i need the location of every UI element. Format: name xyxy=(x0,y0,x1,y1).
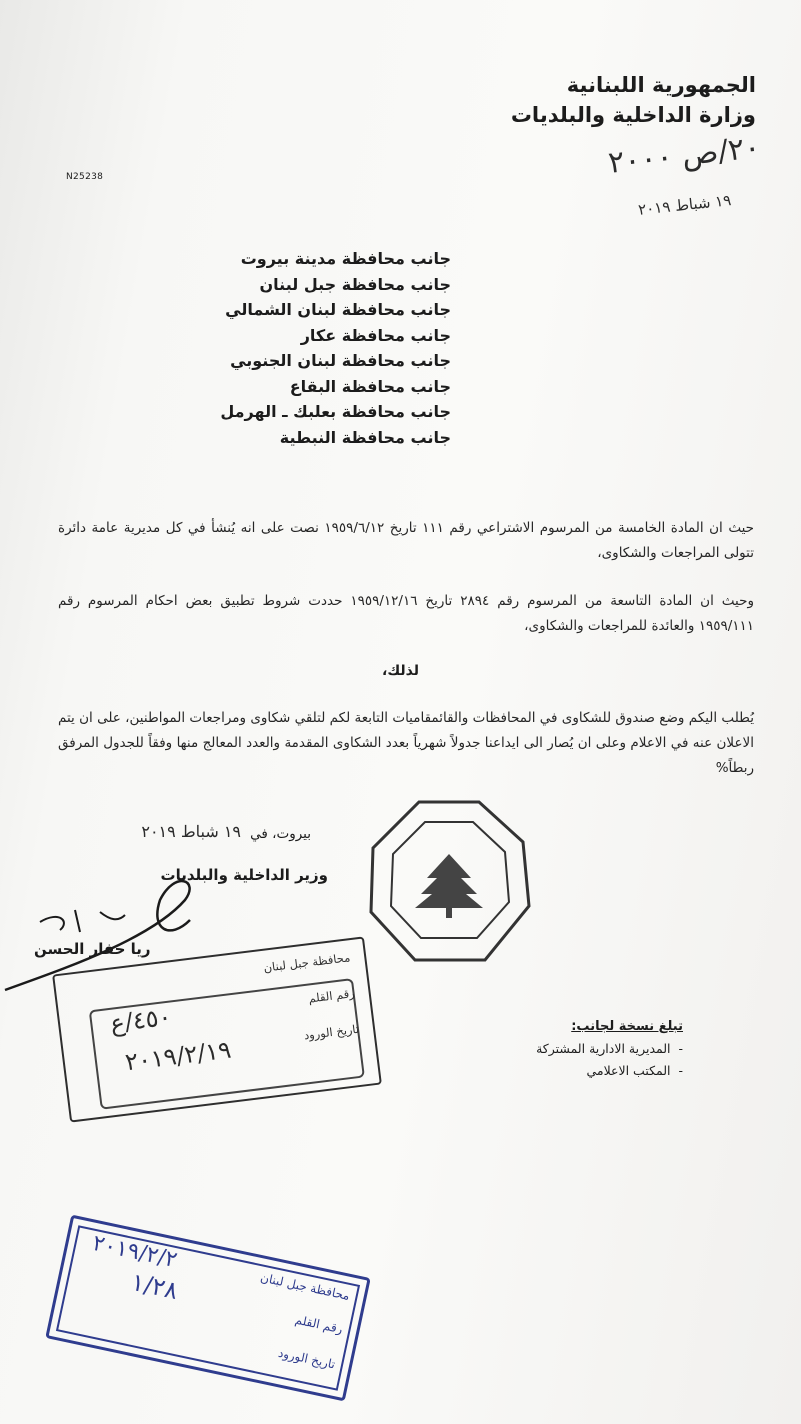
recipient: جانب محافظة لبنان الجنوبي xyxy=(230,351,451,370)
minister-title: وزير الداخلية والبلديات xyxy=(160,866,328,884)
copies-title: تبلغ نسخة لجانب: xyxy=(571,1019,683,1034)
copy-recipient: - المديرية الادارية المشتركة xyxy=(536,1041,683,1056)
stamp-title: محافظة جبل لبنان xyxy=(259,1270,352,1304)
recipient: جانب محافظة جبل لبنان xyxy=(259,274,451,294)
stamp-number-label: رقم القلم xyxy=(307,986,356,1006)
cedar-tree-icon xyxy=(415,854,483,918)
letterhead-republic: الجمهورية اللبنانية xyxy=(566,73,756,97)
letterhead xyxy=(511,70,756,130)
stamp-date-value: ٢٠١٩/٢/٢ xyxy=(90,1230,180,1274)
copies-block xyxy=(470,1016,683,1082)
stamp-title: محافظة جبل لبنان xyxy=(262,950,352,975)
ministry-seal xyxy=(363,796,535,968)
handwritten-top-date: ١٩ شباط ٢٠١٩ xyxy=(636,191,732,219)
recipients-list xyxy=(191,246,451,450)
recipient: جانب محافظة بعلبك ـ الهرمل xyxy=(220,402,451,421)
recipient: جانب محافظة النبطية xyxy=(279,427,451,447)
place-date-label: بيروت، في xyxy=(250,826,311,842)
body-paragraph-2: وحيث ان المادة التاسعة من المرسوم رقم ٢٨٩٤ تاريخ ١٩٥٩/١٢/١٦ حددت شروط تطبيق بعض احكام المرسوم رقم ١٩٥٩/١١١ والعائدة للمراجعات والشكاوى، xyxy=(58,593,754,634)
stamp-date-value: ٢٠١٩/٢/١٩ xyxy=(123,1035,233,1077)
signature-date: ١٩ شباط ٢٠١٩ xyxy=(141,822,241,841)
stamp-date-label: تاريخ الورود xyxy=(276,1345,337,1372)
recipient: جانب محافظة البقاع xyxy=(289,376,451,396)
letterhead-ministry: وزارة الداخلية والبلديات xyxy=(510,103,756,127)
minister-name: ريا حفار الحسن xyxy=(34,940,151,958)
handwritten-number: ٢٠/ص ٢٠٠٠ xyxy=(606,130,763,181)
registration-stamp-blue xyxy=(45,1215,371,1402)
stamp-number-value: ٤٥٠/ع xyxy=(108,1002,173,1038)
reference-number: N25238 xyxy=(66,172,104,182)
copy-recipient: - المكتب الاعلامي xyxy=(586,1063,683,1078)
stamp-date-label: تاريخ الورود xyxy=(303,1021,360,1043)
body-paragraph-1: حيث ان المادة الخامسة من المرسوم الاشتراعي رقم ١١١ تاريخ ١٩٥٩/٦/١٢ نصت على انه يُنشأ في كل مديرية عامة دائرة تتولى المراجعات والشكاوى، xyxy=(58,520,755,561)
body-paragraph-3: يُطلب اليكم وضع صندوق للشكاوى في المحافظات والقائمقاميات التابعة لكم لتلقي شكاوى ومراجعات المواطنين، على ان يتم الاعلان عنه في الاعلام وعلى ان يُصار الى ايداعنا جدولاً شهرياً بعدد الشكاوى المقدمة والعدد المعالج منها وفقاً للجدول المرفق ربطاً% xyxy=(58,710,754,776)
stamp-number-label: رقم القلم xyxy=(293,1312,344,1337)
recipient: جانب محافظة عكار xyxy=(300,325,451,345)
stamp-number-value: ١/٢٨ xyxy=(128,1267,181,1306)
recipient: جانب محافظة لبنان الشمالي xyxy=(225,300,451,319)
recipient: جانب محافظة مدينة بيروت xyxy=(240,249,451,268)
therefore-heading: لذلك، xyxy=(382,663,419,679)
